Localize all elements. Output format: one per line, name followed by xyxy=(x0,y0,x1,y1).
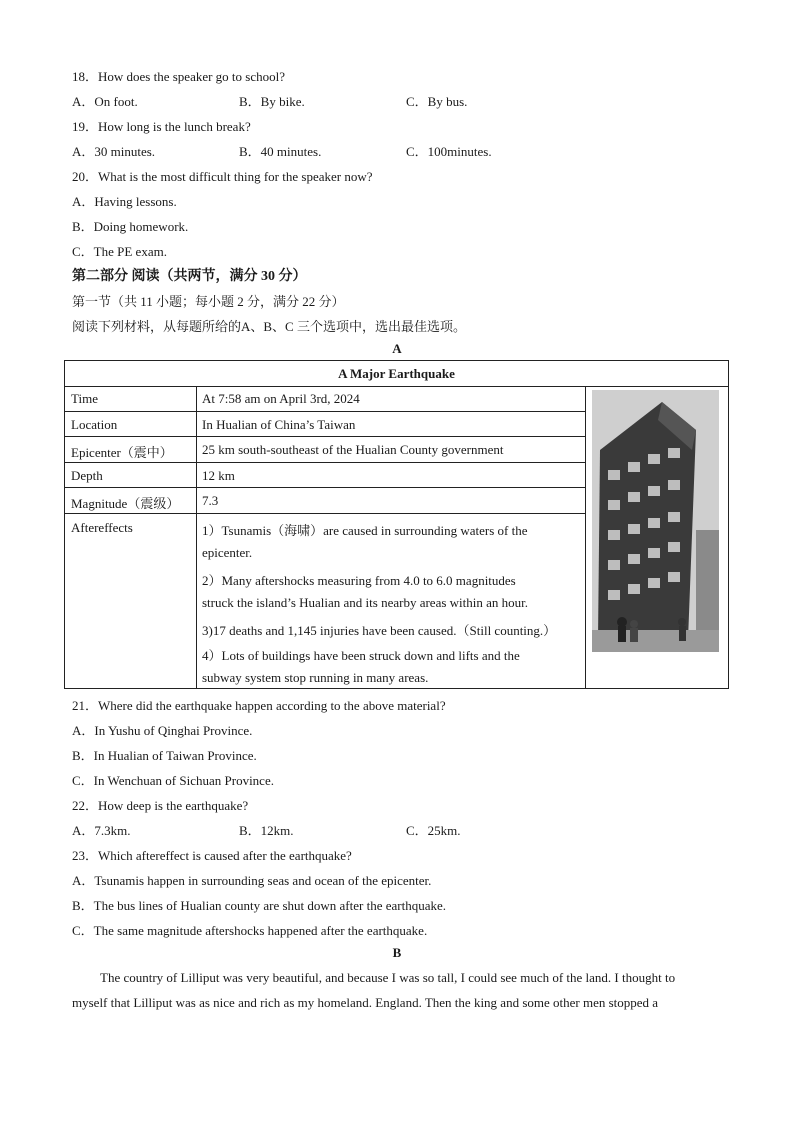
aftereffects-label: Aftereffects xyxy=(71,520,133,535)
aftereffect-line: 1）Tsunamis（海啸）are caused in surrounding waters of the xyxy=(202,523,528,538)
aftereffect-line: 4）Lots of buildings have been struck down and lifts and the xyxy=(202,648,520,663)
question-23-stem: 23．Which aftereffect is caused after the earthquake? xyxy=(72,848,352,863)
q20-option-a: A．Having lessons. xyxy=(72,194,177,209)
subsection-title: 第一节（共 11 小题；每小题 2 分，满分 22 分） xyxy=(72,294,345,309)
q23-option-b: B．The bus lines of Hualian county are shut down after the earthquake. xyxy=(72,898,446,913)
column-divider xyxy=(585,386,586,688)
question-21-stem: 21．Where did the earthquake happen according to the above material? xyxy=(72,698,446,713)
instruction: 阅读下列材料，从每题所给的A、B、C 三个选项中，选出最佳选项。 xyxy=(72,319,466,334)
row-key: Depth xyxy=(71,468,103,483)
q23-option-a: A．Tsunamis happen in surrounding seas and ocean of the epicenter. xyxy=(72,873,432,888)
question-22-stem: 22．How deep is the earthquake? xyxy=(72,798,249,813)
q22-option-b: B．12km. xyxy=(239,823,294,838)
row-key: Epicenter（震中） xyxy=(71,445,173,460)
q20-option-b: B．Doing homework. xyxy=(72,219,189,234)
row-value: 25 km south-southeast of the Hualian County government xyxy=(202,442,504,457)
q18-option-a: A．On foot. xyxy=(72,94,138,109)
table-row xyxy=(65,386,585,412)
passage-b-line: myself that Lilliput was as nice and rich as my homeland. England. Then the king and some other men stopped a xyxy=(72,995,659,1010)
table-row xyxy=(65,463,585,488)
aftereffect-line: subway system stop running in many areas. xyxy=(202,670,429,685)
row-value: 7.3 xyxy=(202,493,219,508)
q23-option-c: C．The same magnitude aftershocks happened after the earthquake. xyxy=(72,923,428,938)
row-value: At 7:58 am on April 3rd, 2024 xyxy=(202,391,360,406)
q19-option-c: C．100minutes. xyxy=(406,144,492,159)
row-key: Time xyxy=(71,391,98,406)
row-key: Magnitude（震级） xyxy=(71,496,180,511)
q21-option-c: C．In Wenchuan of Sichuan Province. xyxy=(72,773,274,788)
row-value: 12 km xyxy=(202,468,235,483)
table-row xyxy=(65,412,585,437)
row-value: In Hualian of China’s Taiwan xyxy=(202,417,356,432)
q19-option-b: B．40 minutes. xyxy=(239,144,322,159)
question-19-stem: 19．How long is the lunch break? xyxy=(72,119,251,134)
q18-option-b: B．By bike. xyxy=(239,94,305,109)
passage-b-letter: B xyxy=(392,945,402,960)
q18-option-c: C．By bus. xyxy=(406,94,468,109)
question-20-stem: 20．What is the most difficult thing for the speaker now? xyxy=(72,169,373,184)
aftereffect-line: 3)17 deaths and 1,145 injuries have been caused.（Still counting.） xyxy=(202,623,557,638)
passage-b-line: The country of Lilliput was very beautiful, and because I was so tall, I could see much of the land. I thought to xyxy=(100,970,676,985)
row-key: Location xyxy=(71,417,118,432)
passage-a-letter: A xyxy=(392,341,402,356)
table-row xyxy=(65,437,585,463)
question-18-stem: 18．How does the speaker go to school? xyxy=(72,69,286,84)
aftereffect-line: 2）Many aftershocks measuring from 4.0 to 6.0 magnitudes xyxy=(202,573,516,588)
q19-option-a: A．30 minutes. xyxy=(72,144,156,159)
q22-option-c: C．25km. xyxy=(406,823,461,838)
part-title: 第二部分 阅读（共两节，满分 30 分） xyxy=(72,269,307,284)
q21-option-b: B．In Hualian of Taiwan Province. xyxy=(72,748,257,763)
q20-option-c: C．The PE exam. xyxy=(72,244,167,259)
q21-option-a: A．In Yushu of Qinghai Province. xyxy=(72,723,253,738)
table-title: A Major Earthquake xyxy=(65,361,728,387)
aftereffect-line: epicenter. xyxy=(202,545,253,560)
q22-option-a: A．7.3km. xyxy=(72,823,131,838)
earthquake-building-photo xyxy=(592,390,719,652)
table-row xyxy=(65,488,585,514)
aftereffect-line: struck the island’s Hualian and its nearby areas within an hour. xyxy=(202,595,529,610)
